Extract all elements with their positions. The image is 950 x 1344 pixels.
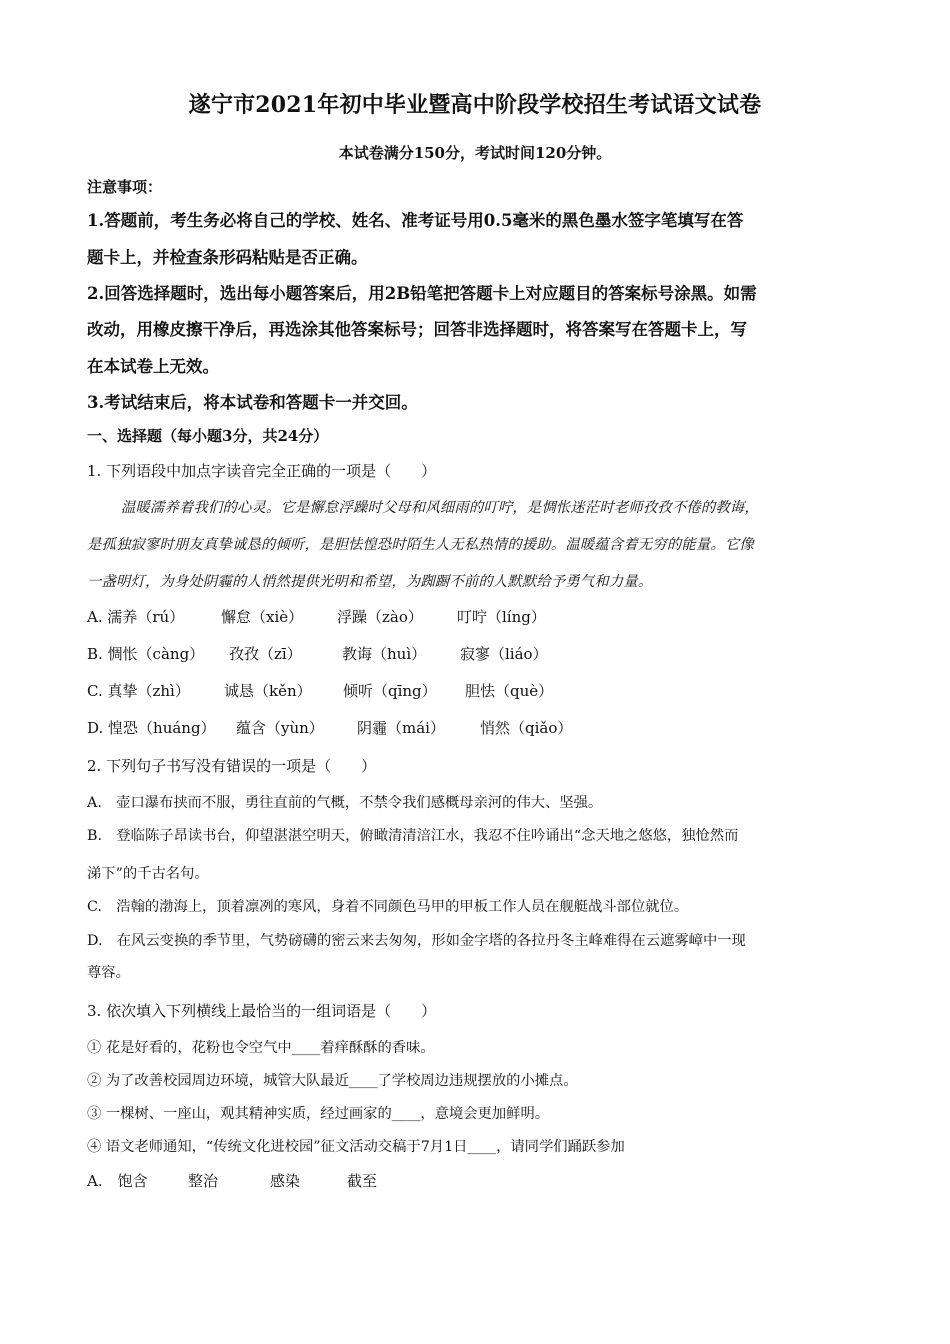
blank-line: ① 花是好看的，花粉也令空气中____着痒酥酥的香味。 bbox=[87, 1040, 435, 1056]
answer-line: 涕下”的千古名句。 bbox=[87, 866, 209, 882]
passage-line: 是孤独寂寥时朋友真挚诚恳的倾听，是胆怯惶恐时陌生人无私热情的援助。温暖蕴含着无穷的能量。它像 bbox=[87, 537, 754, 553]
notice-heading: 注意事项： bbox=[87, 178, 163, 196]
notice-line: 3.考试结束后，将本试卷和答题卡一并交回。 bbox=[87, 393, 418, 412]
option-a-4: 叮咛（líng） bbox=[457, 608, 546, 626]
option-d-2: 蕴含（yùn） bbox=[236, 719, 324, 737]
answer-line: A. 壶口瀑布挟而不服，勇往直前的气概，不禁令我们感概母亲河的伟大、坚强。 bbox=[87, 795, 603, 811]
passage-line: 温暖濡养着我们的心灵。它是懈怠浮躁时父母和风细雨的叮咛，是惆怅迷茫时老师孜孜不倦的教诲， bbox=[121, 500, 759, 516]
option-b-1: B. 惆怅（càng） bbox=[87, 645, 205, 663]
blank-line: ④ 语文老师通知，“传统文化进校园”征文活动交稿于7月1日____，请同学们踊跃参加 bbox=[87, 1139, 625, 1155]
option-b-3: 教诲（huì） bbox=[342, 645, 427, 663]
page-subtitle: 本试卷满分150分，考试时间120分钟。 bbox=[338, 144, 612, 162]
notice-line: 改动，用橡皮擦干净后，再选涂其他答案标号；回答非选择题时，将答案写在答题卡上，写 bbox=[87, 320, 747, 339]
answer-line: C. 浩翰的渤海上，顶着凛冽的寒风，身着不同颜色马甲的甲板工作人员在舰艇战斗部位就位。 bbox=[87, 899, 689, 915]
option-c-1: C. 真挚（zhì） bbox=[87, 682, 190, 700]
notice-line: 1.答题前，考生务必将自己的学校、姓名、准考证号用0.5毫米的黑色墨水签字笔填写在答 bbox=[87, 211, 744, 230]
question-stem: 1. 下列语段中加点字读音完全正确的一项是（ ） bbox=[87, 462, 437, 480]
q3-option-a-2: 整治 bbox=[188, 1172, 219, 1190]
option-b-2: 孜孜（zī） bbox=[229, 645, 302, 663]
answer-line: D. 在风云变换的季节里，气势磅礴的密云来去匆匆，形如金字塔的各拉丹冬主峰难得在云遮雾嶂中一现 bbox=[87, 933, 746, 949]
option-a-1: A. 濡养（rú） bbox=[87, 608, 185, 626]
option-a-2: 懈怠（xiè） bbox=[221, 608, 304, 626]
blank-line: ③ 一棵树、一座山，观其精神实质，经过画家的____，意境会更加鲜明。 bbox=[87, 1106, 550, 1122]
section-heading: 一、选择题（每小题3分，共24分） bbox=[87, 427, 329, 445]
notice-line: 2.回答选择题时，选出每小题答案后，用2B铅笔把答题卡上对应题目的答案标号涂黑。如需 bbox=[87, 284, 757, 303]
option-b-4: 寂寥（liáo） bbox=[460, 645, 548, 663]
option-c-2: 诚恳（kěn） bbox=[224, 682, 312, 700]
passage-line: 一盏明灯，为身处阴霾的人悄然提供光明和希望，为踟蹰不前的人默默给予勇气和力量。 bbox=[87, 574, 653, 590]
page-title: 遂宁市2021年初中毕业暨高中阶段学校招生考试语文试卷 bbox=[188, 92, 762, 118]
option-d-4: 悄然（qiǎo） bbox=[480, 719, 573, 737]
q3-option-a-3: 感染 bbox=[270, 1172, 301, 1190]
option-a-3: 浮躁（zào） bbox=[337, 608, 423, 626]
question-stem: 3. 依次填入下列横线上最恰当的一组词语是（ ） bbox=[87, 1002, 437, 1020]
option-d-3: 阴霾（mái） bbox=[357, 719, 445, 737]
option-d-1: D. 惶恐（huáng） bbox=[87, 719, 216, 737]
answer-line: 尊容。 bbox=[87, 965, 130, 981]
option-c-4: 胆怯（què） bbox=[465, 682, 554, 700]
q3-option-a-1: A. 饱含 bbox=[87, 1172, 148, 1190]
notice-line: 题卡上，并检查条形码粘贴是否正确。 bbox=[87, 248, 368, 267]
question-stem: 2. 下列句子书写没有错误的一项是（ ） bbox=[87, 757, 377, 775]
blank-line: ② 为了改善校园周边环境，城管大队最近____了学校周边违规摆放的小摊点。 bbox=[87, 1073, 578, 1089]
answer-line: B. 登临陈子昂读书台，仰望湛湛空明天，俯瞰清清涪江水，我忍不住吟诵出“念天地之悠悠，独怆然而 bbox=[87, 828, 739, 844]
option-c-3: 倾听（qīng） bbox=[343, 682, 437, 700]
q3-option-a-4: 截至 bbox=[347, 1172, 378, 1190]
notice-line: 在本试卷上无效。 bbox=[87, 357, 219, 376]
